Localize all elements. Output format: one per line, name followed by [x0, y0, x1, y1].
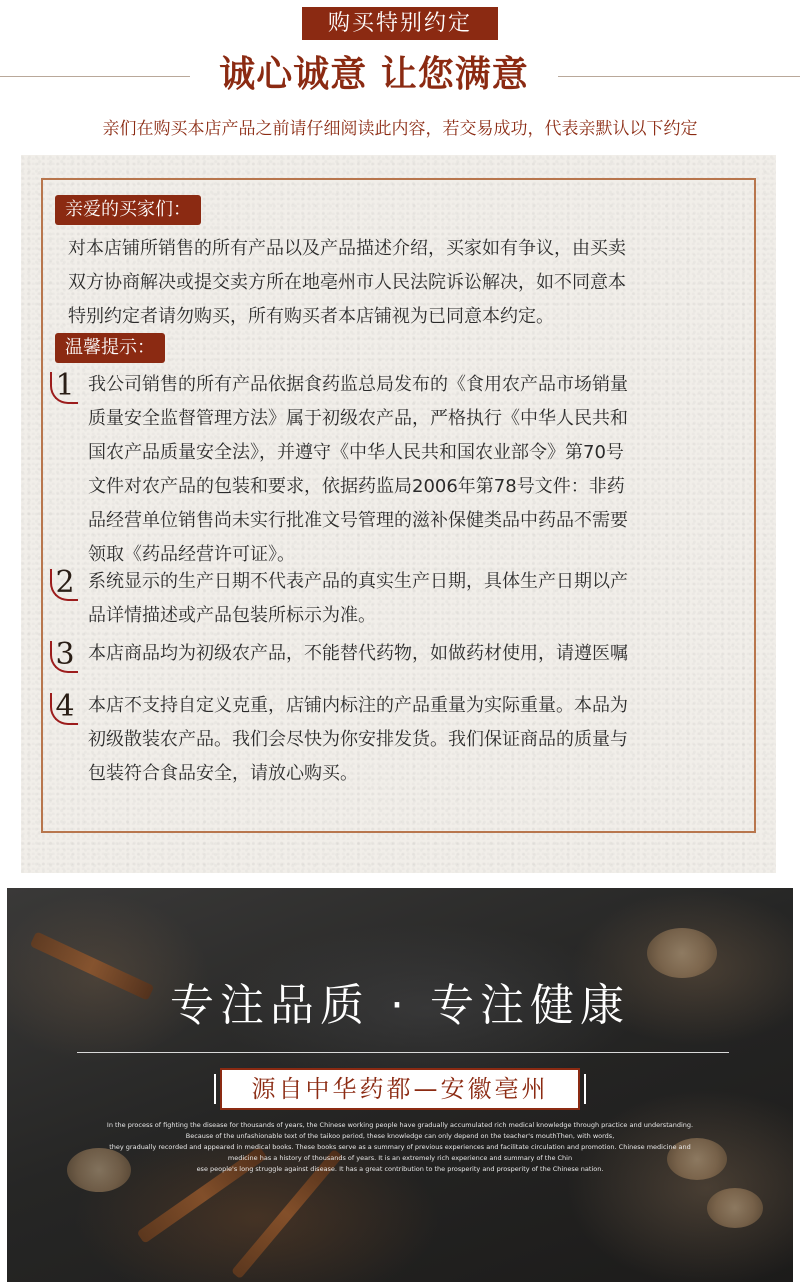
banner-subtitle: 源自中华药都—安徽亳州 [220, 1068, 580, 1110]
english-line: In the process of fighting the disease for thousands of years, the Chinese working people have gradually accumulated rich medical knowledge through practice and understanding. [106, 1121, 694, 1129]
tip-number-icon: 4 [48, 689, 82, 725]
tip-number-icon: 1 [48, 368, 82, 404]
tip-line: 系统显示的生产日期不代表产品的真实生产日期，具体生产日期以产 [88, 571, 628, 592]
header-subtitle: 亲们在购买本店产品之前请仔细阅读此内容，若交易成功，代表亲默认以下约定 [102, 119, 698, 139]
banner-divider [77, 1052, 729, 1053]
tip-number-icon: 2 [48, 565, 82, 601]
header-divider-right [558, 76, 800, 77]
tips-label: 温馨提示： [55, 333, 165, 363]
banner-english-text [27, 1120, 773, 1175]
tip-line: 品经营单位销售尚未实行批准文号管理的滋补保健类品中药品不需要 [88, 510, 628, 531]
tip-line: 本店不支持自定义克重，店铺内标注的产品重量为实际重量。本品为 [88, 695, 628, 716]
tip-line: 质量安全监督管理方法》属于初级农产品，严格执行《中华人民共和 [88, 408, 628, 429]
tip-text [88, 689, 748, 791]
english-line: medicine has a history of thousands of years. It is an extremely rich experience and summary of the Chin [227, 1154, 573, 1162]
tip-line: 品详情描述或产品包装所标示为准。 [88, 605, 376, 626]
herb-slice-decoration [647, 928, 717, 978]
tip-line: 初级散装农产品。我们会尽快为你安排发货。我们保证商品的质量与 [88, 729, 628, 750]
tip-number-icon: 3 [48, 637, 82, 673]
tip-text [88, 637, 748, 671]
notice-line: 对本店铺所销售的所有产品以及产品描述介绍，买家如有争议，由买卖 [68, 238, 626, 259]
tip-line: 包装符合食品安全，请放心购买。 [88, 763, 358, 784]
tip-line: 国农产品质量安全法》，并遵守《中华人民共和国农业部令》第70号 [88, 442, 624, 463]
tip-line: 我公司销售的所有产品依据食药监总局发布的《食用农产品市场销量 [88, 374, 628, 395]
notice-line: 特别约定者请勿购买，所有购买者本店铺视为已同意本约定。 [68, 306, 554, 327]
tip-line: 文件对农产品的包装和要求，依据药监局2006年第78号文件：非药 [88, 476, 625, 497]
notice-line: 双方协商解决或提交卖方所在地亳州市人民法院诉讼解决，如不同意本 [68, 272, 626, 293]
english-line: ese people's long struggle against disease. It has a great contribution to the prosperity and prosperity of the Chinese nation. [196, 1165, 604, 1173]
tip-text [88, 565, 748, 633]
tip-line: 本店商品均为初级农产品，不能替代药物，如做药材使用，请遵医嘱 [88, 643, 628, 664]
herbal-banner [7, 888, 793, 1282]
header-divider-left [0, 76, 190, 77]
tip-line: 领取《药品经营许可证》。 [88, 544, 295, 565]
english-line: Because of the unfashionable text of the taikoo period, these knowledge can only depend on the teacher's mouthThen, with words, [185, 1132, 615, 1140]
header-title: 诚心诚意 让您满意 [219, 53, 529, 95]
herb-slice-decoration [707, 1188, 763, 1228]
banner-title: 专注品质 · 专注健康 [170, 980, 630, 1031]
english-line: they gradually recorded and appeared in medical books. These books serve as a summary of previous experiences and facilitate circulation and promotion. Chinese medicine and [109, 1143, 691, 1151]
tip-text [88, 368, 748, 572]
buyers-label: 亲爱的买家们： [55, 195, 201, 225]
buyers-notice [68, 232, 738, 334]
header-tag: 购买特别约定 [302, 7, 498, 40]
